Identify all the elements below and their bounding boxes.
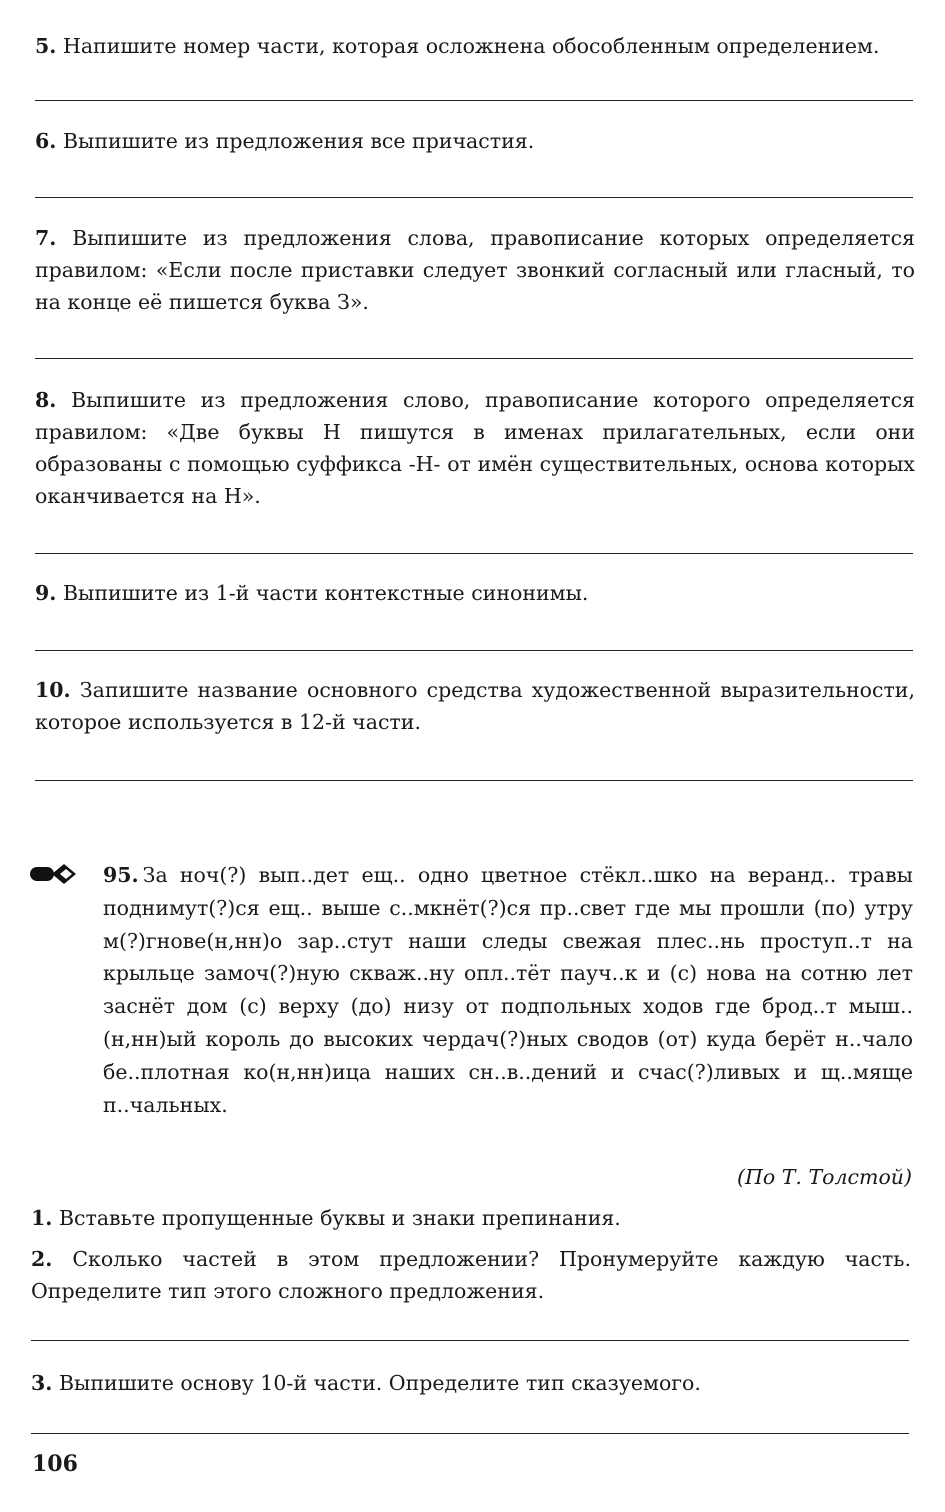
- question-number: 8.: [35, 388, 57, 412]
- task-number: 3.: [31, 1371, 53, 1395]
- exercise-text: За ноч(?) вып..дет ещ.. одно цветное стёкл..шко на веранд.. травы поднимут(?)ся ещ.. выше с..мкнёт(?)ся пр..свет где мы прошли (по) утру м(?)гнове(н,нн)о зар..стут наши следы свежая плес..нь проступ..т на крыльце замоч(?)ную скваж..ну опл..тёт пауч..к и (с) нова на сотню лет заснёт дом (с) верху (до) низу от подпольных ходов где брод..т мыш..(н,нн)ый король до высоких чердач(?)ных сводов (от) куда берёт н..чало бе..плотная ко(н,нн)ица наших сн..в..дений и счас(?)ливых и щ..мяще п..чальных.: [103, 863, 913, 1117]
- question-text: Выпишите из предложения слово, правописание которого определяется правилом: «Две буквы Н пишутся в именах прилагательных, если они образованы с помощью суффикса -Н- от имён существительных, основа которых оканчивается на Н».: [35, 388, 915, 508]
- question-8: [35, 384, 915, 512]
- question-number: 10.: [35, 678, 71, 702]
- task-1: [31, 1202, 911, 1234]
- question-number: 6.: [35, 129, 57, 153]
- question-5: [35, 30, 915, 62]
- exercise-marker-icon: [30, 862, 80, 886]
- exercise-95: [103, 859, 913, 1121]
- answer-line[interactable]: [35, 100, 913, 101]
- question-6: [35, 125, 915, 157]
- page-number: 106: [32, 1451, 78, 1477]
- answer-line[interactable]: [31, 1340, 909, 1341]
- task-3: [31, 1367, 911, 1399]
- answer-line[interactable]: [35, 197, 913, 198]
- answer-line[interactable]: [35, 650, 913, 651]
- question-10: [35, 674, 915, 738]
- task-text: Вставьте пропущенные буквы и знаки препинания.: [58, 1206, 621, 1230]
- task-2: [31, 1243, 911, 1307]
- task-text: Сколько частей в этом предложении? Пронумеруйте каждую часть. Определите тип этого сложного предложения.: [31, 1247, 911, 1303]
- exercise-number: 95.: [103, 863, 139, 887]
- question-number: 9.: [35, 581, 57, 605]
- answer-line[interactable]: [35, 780, 913, 781]
- question-text: Выпишите из предложения слова, правописание которых определяется правилом: «Если после приставки следует звонкий согласный или гласный, то на конце её пишется буква З».: [35, 226, 915, 314]
- question-9: [35, 577, 915, 609]
- task-number: 1.: [31, 1206, 53, 1230]
- question-text: Выпишите из предложения все причастия.: [62, 129, 535, 153]
- question-7: [35, 222, 915, 318]
- answer-line[interactable]: [31, 1433, 909, 1434]
- source-attribution: (По Т. Толстой): [737, 1165, 912, 1189]
- question-number: 5.: [35, 34, 57, 58]
- question-text: Выпишите из 1-й части контекстные синонимы.: [62, 581, 589, 605]
- answer-line[interactable]: [35, 358, 913, 359]
- task-text: Выпишите основу 10-й части. Определите тип сказуемого.: [58, 1371, 701, 1395]
- question-text: Запишите название основного средства художественной выразительности, которое используется в 12-й части.: [35, 678, 915, 734]
- question-text: Напишите номер части, которая осложнена обособленным определением.: [62, 34, 880, 58]
- answer-line[interactable]: [35, 553, 913, 554]
- task-number: 2.: [31, 1247, 53, 1271]
- question-number: 7.: [35, 226, 57, 250]
